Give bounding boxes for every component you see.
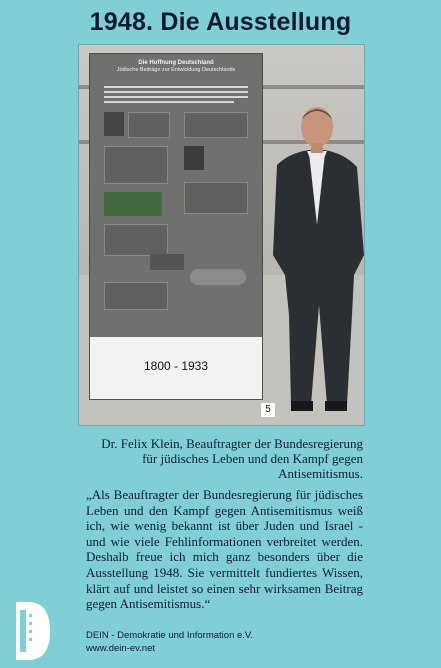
panel-car-image <box>150 254 184 270</box>
panel-subtitle: Jüdische Beiträge zur Entwicklung Deutschlands <box>116 67 236 73</box>
panel-zeppelin-image <box>190 269 246 285</box>
page-title: 1948. Die Ausstellung <box>89 8 352 36</box>
panel-portrait-image <box>104 112 124 136</box>
footer-organization: DEIN - Demokratie und Information e.V. <box>86 630 254 641</box>
exhibition-photo <box>78 44 365 426</box>
footer-url[interactable]: www.dein-ev.net <box>86 642 155 654</box>
man-in-suit-figure <box>269 105 364 425</box>
panel-years: 1800 - 1933 <box>143 359 209 373</box>
photo-caption: Dr. Felix Klein, Beauftragter der Bundesregierung für jüdisches Leben und den Kampf gegen Antisemitismus. <box>101 436 363 481</box>
panel-title: Die Hoffnung Deutschland <box>138 60 214 66</box>
floor-number-sign: 5 <box>261 403 275 417</box>
exhibition-panel <box>89 53 263 400</box>
footer <box>86 630 253 655</box>
quote-text: „Als Beauftragter der Bundesregierung für jüdisches Leben und den Kampf gegen Antisemitismus weiß ich, wie wenig bekannt ist über Juden und Israel - und wie viele Fehlinformationen verbreitet werden. Deshalb freue ich mich ganz besonders über die Ausstellung 1948. Sie vermittelt fundiertes Wissen, klärt auf und leistet so einen sehr wirksamen Beitrag gegen Antisemitismus.“ <box>86 487 363 612</box>
dein-logo <box>14 600 52 662</box>
panel-portrait-image <box>184 146 204 170</box>
panel-airplane-image <box>104 192 162 216</box>
